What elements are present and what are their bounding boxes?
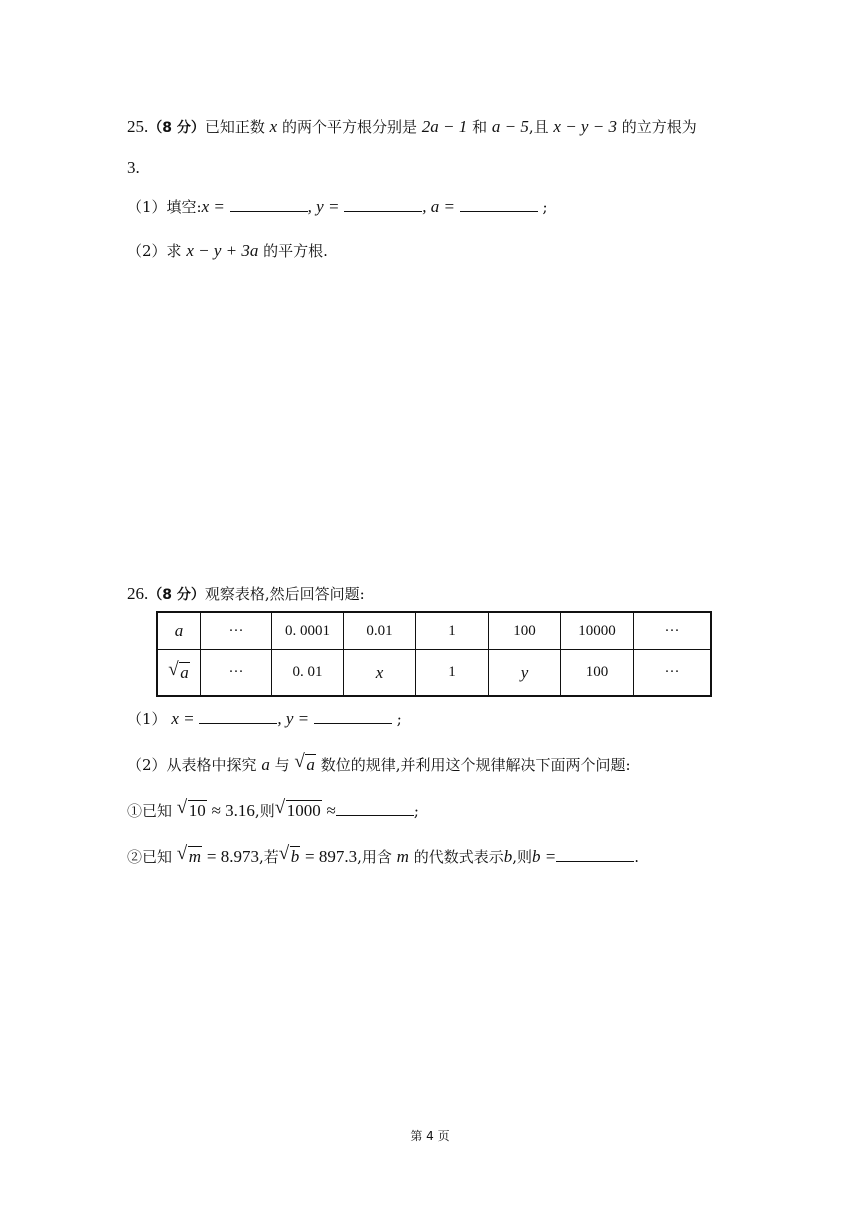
value-table	[156, 611, 712, 697]
answer-blank[interactable]	[344, 197, 422, 212]
q25-text: 的立方根为	[621, 118, 697, 136]
table-cell: y	[489, 650, 561, 697]
answer-blank[interactable]	[230, 197, 308, 212]
table-cell: ···	[201, 612, 272, 650]
answer-blank[interactable]	[460, 197, 538, 212]
expr: ≈	[326, 801, 336, 820]
q25-text: 和	[472, 118, 488, 136]
q25-part1	[127, 196, 548, 217]
table-row	[157, 612, 711, 650]
q25-stem-cont: 3.	[127, 158, 140, 177]
q26-number: 26.	[127, 584, 149, 603]
radical-icon: √	[274, 797, 286, 818]
table-row	[157, 650, 711, 697]
punct: ;	[396, 710, 402, 728]
expr: = 897.3	[305, 847, 358, 866]
expr: x =	[201, 197, 225, 216]
answer-blank[interactable]	[199, 709, 277, 724]
q25-stem-line	[127, 116, 697, 137]
table-cell: 100	[489, 612, 561, 650]
q25-text: 的平方根.	[263, 242, 328, 260]
expr: , y =	[307, 197, 340, 216]
table-cell: ···	[634, 650, 712, 697]
q26-text: 观察表格,然后回答问题:	[204, 585, 365, 603]
q26-part1	[127, 708, 402, 729]
q26-sub2	[127, 843, 640, 867]
q26-sub1	[127, 797, 419, 821]
expr: x − y + 3a	[186, 241, 259, 260]
table-cell: 1	[416, 650, 489, 697]
table-cell: 0. 01	[272, 650, 344, 697]
part-label: ②已知	[127, 848, 173, 866]
radicand: a	[306, 755, 315, 774]
sqrt-a	[168, 659, 190, 683]
punct: .	[634, 848, 640, 866]
punct: ;	[542, 198, 548, 216]
radicand: b	[290, 847, 300, 866]
table-cell: x	[344, 650, 416, 697]
expr: x − y − 3	[553, 117, 617, 136]
punct: ;	[413, 802, 419, 820]
expr: a − 5	[491, 117, 529, 136]
expr: = 8.973	[206, 847, 259, 866]
q25-number: 25.	[127, 117, 149, 136]
radicand: 1000	[286, 801, 321, 820]
radical-icon: √	[294, 751, 305, 772]
expr: ≈ 3.16	[211, 801, 255, 820]
q26-text: 的代数式表示	[413, 848, 504, 866]
q25-part2	[127, 240, 328, 261]
radicand: m	[188, 847, 202, 866]
var-a: a	[261, 755, 270, 774]
expr: 2a − 1	[421, 117, 468, 136]
part-label: （1）	[127, 710, 167, 728]
sqrt-a	[294, 751, 316, 775]
table-cell: a	[157, 612, 201, 650]
q25-text: 的两个平方根分别是	[282, 118, 418, 136]
table-cell: 0.01	[344, 612, 416, 650]
table-cell	[157, 650, 201, 697]
part-label: ①已知	[127, 802, 173, 820]
radical-icon: √	[176, 797, 188, 818]
q25-text: ,且	[528, 118, 549, 136]
table-cell: 100	[561, 650, 634, 697]
table-cell: ···	[634, 612, 712, 650]
table-cell: 10000	[561, 612, 634, 650]
sqrt-1000	[274, 797, 322, 821]
q25-text: 已知正数	[204, 118, 265, 136]
table-cell: 1	[416, 612, 489, 650]
q26-text: ,若	[258, 848, 279, 866]
var-b: b	[503, 847, 513, 866]
q26-text: 数位的规律,并利用这个规律解决下面两个问题:	[320, 756, 631, 774]
sqrt-10	[176, 797, 207, 821]
answer-blank[interactable]	[314, 709, 392, 724]
q26-stem-line	[127, 583, 365, 604]
sqrt-m	[176, 843, 202, 867]
radicand: 10	[188, 801, 206, 820]
part-label: （2）求	[127, 242, 182, 260]
var-m: m	[396, 847, 409, 866]
q26-part2	[127, 751, 631, 775]
expr: , y =	[277, 709, 310, 728]
sqrt-b	[278, 843, 301, 867]
q26-text: 与	[274, 756, 290, 774]
radical-icon: √	[168, 659, 179, 680]
q26-text: ,则	[254, 802, 275, 820]
part-label: （1）填空:	[127, 198, 202, 216]
expr: , a =	[422, 197, 455, 216]
page-number: 第 4 页	[410, 1129, 450, 1143]
q26-score: （8 分）	[148, 587, 205, 603]
table-cell: ···	[201, 650, 272, 697]
radical-icon: √	[278, 843, 290, 864]
q25-score: （8 分）	[148, 120, 205, 136]
answer-blank[interactable]	[336, 801, 414, 816]
part-label: （2）从表格中探究	[127, 756, 257, 774]
answer-blank[interactable]	[556, 847, 634, 862]
q26-text: ,则	[512, 848, 533, 866]
radicand: a	[180, 663, 189, 682]
expr: b =	[532, 847, 557, 866]
expr: x =	[171, 709, 195, 728]
var-x: x	[269, 117, 278, 136]
radical-icon: √	[176, 843, 188, 864]
table-cell: 0. 0001	[272, 612, 344, 650]
q26-text: ,用含	[357, 848, 392, 866]
